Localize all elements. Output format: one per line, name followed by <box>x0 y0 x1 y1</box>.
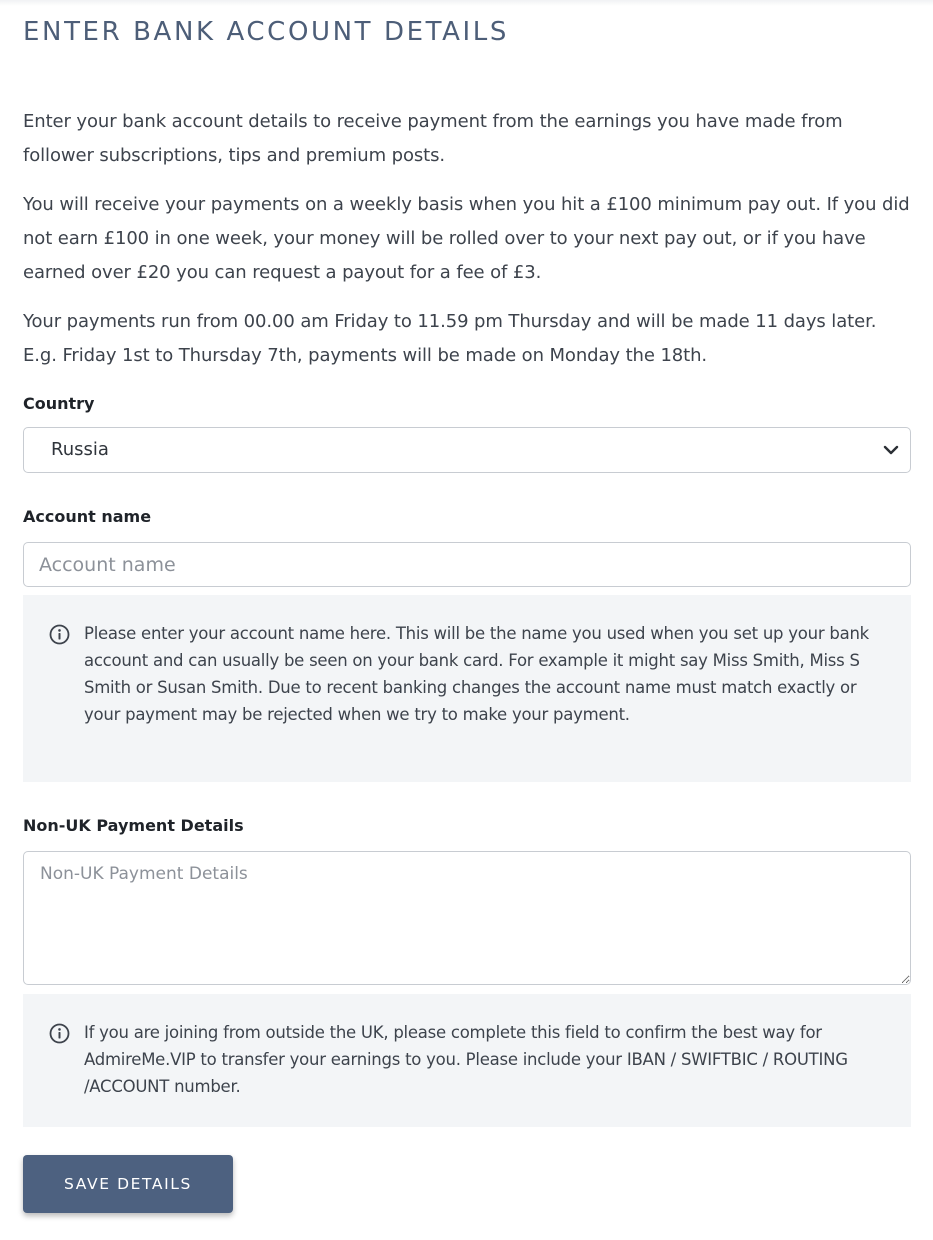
page-title: ENTER BANK ACCOUNT DETAILS <box>23 17 509 47</box>
account-name-label: Account name <box>23 507 152 526</box>
non-uk-help-text: If you are joining from outside the UK, please complete this field to confirm the best way for AdmireMe.VIP to transfer your earnings to you. Please include your IBAN / SWIFTBIC / ROUTING /ACCOUNT number. <box>84 1023 848 1096</box>
intro-paragraph-schedule: You will receive your payments on a weekly basis when you hit a £100 minimum pay out. If you did not earn £100 in one week, your money will be rolled over to your next pay out, or if you have earned over £20 you can request a payout for a fee of £3. <box>23 194 910 283</box>
intro-paragraph-timing: Your payments run from 00.00 am Friday to 11.59 pm Thursday and will be made 11 days later. E.g. Friday 1st to Thursday 7th, payments will be made on Monday the 18th. <box>23 311 877 366</box>
intro-paragraph-earnings: Enter your bank account details to receive payment from the earnings you have made from follower subscriptions, tips and premium posts. <box>23 111 843 166</box>
non-uk-help <box>23 994 911 1127</box>
country-selected-value: Russia <box>51 439 109 460</box>
account-name-help <box>23 595 911 782</box>
save-details-button[interactable]: SAVE DETAILS <box>23 1155 233 1213</box>
info-icon <box>49 624 70 645</box>
top-border <box>0 0 933 6</box>
non-uk-payment-textarea[interactable] <box>23 851 911 985</box>
country-select[interactable] <box>23 427 911 473</box>
non-uk-label: Non-UK Payment Details <box>23 816 244 835</box>
account-name-help-text: Please enter your account name here. This will be the name you used when you set up your bank account and can usually be seen on your bank card. For example it might say Miss Smith, Miss S Smith or Susan Smith. Due to recent banking changes the account name must match exactly or your payment may be rejected when we try to make your payment. <box>84 624 869 724</box>
country-label: Country <box>23 394 95 413</box>
chevron-down-icon <box>882 442 900 458</box>
info-icon <box>49 1023 70 1044</box>
account-name-input[interactable] <box>23 542 911 587</box>
